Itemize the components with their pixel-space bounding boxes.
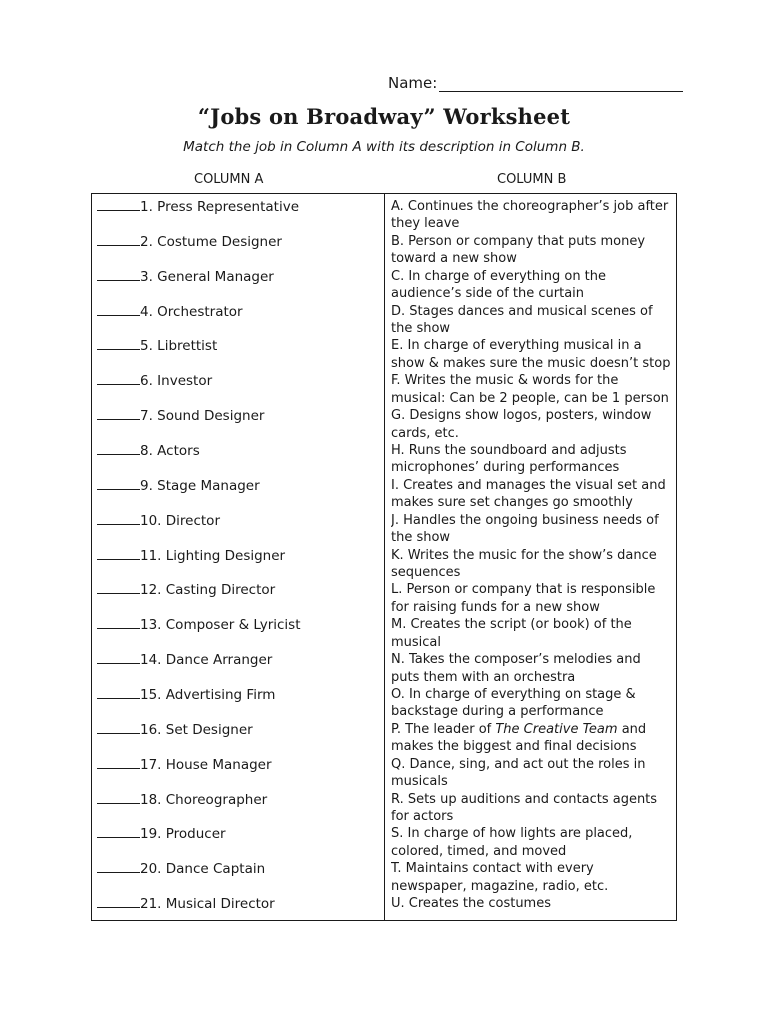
- description-text: J. Handles the ongoing business needs of the show: [391, 512, 659, 546]
- column-b-item: [391, 198, 673, 233]
- column-b-item: [391, 512, 673, 547]
- column-b-item: [391, 337, 673, 372]
- column-b-header: COLUMN B: [497, 172, 567, 187]
- job-label: 1. Press Representative: [140, 199, 300, 215]
- description-text: R. Sets up auditions and contacts agents for actors: [391, 791, 658, 825]
- column-a-item: [97, 477, 377, 512]
- job-label: 2. Costume Designer: [140, 233, 282, 250]
- job-label: 16. Set Designer: [140, 721, 253, 738]
- column-divider: [384, 193, 385, 921]
- description-text: and makes the biggest and final decisions: [391, 721, 647, 755]
- description-text: O. In charge of everything on stage & backstage during a performance: [391, 687, 636, 720]
- job-label: 12. Casting Director: [140, 582, 276, 599]
- column-a-item: [97, 686, 377, 721]
- description-text: F. Writes the music & words for the musical: Can be 2 people, can be 1 person: [391, 373, 669, 406]
- answer-blank[interactable]: [97, 616, 140, 629]
- description-text: G. Designs show logos, posters, window cards, etc.: [391, 408, 652, 441]
- answer-blank[interactable]: [97, 825, 140, 838]
- answer-blank[interactable]: [97, 198, 140, 211]
- column-a-item: [97, 303, 377, 338]
- job-label: 11. Lighting Designer: [140, 547, 286, 564]
- description-text: T. Maintains contact with every newspaper, magazine, radio, etc.: [391, 861, 609, 894]
- column-b-item: [391, 268, 673, 303]
- answer-blank[interactable]: [97, 372, 140, 385]
- worksheet-title: “Jobs on Broadway” Worksheet: [197, 104, 571, 129]
- description-text: E. In charge of everything musical in a show & makes sure the music doesn’t stop: [391, 338, 671, 371]
- answer-blank[interactable]: [97, 686, 140, 699]
- column-b-item: [391, 791, 673, 826]
- job-label: 5. Librettist: [140, 338, 218, 355]
- answer-blank[interactable]: [97, 512, 140, 525]
- job-label: 13. Composer & Lyricist: [140, 617, 301, 634]
- answer-blank[interactable]: [97, 860, 140, 873]
- column-a-header: COLUMN A: [194, 172, 264, 187]
- column-a-item: [97, 756, 377, 791]
- column-a-item: [97, 547, 377, 582]
- column-a-item: [97, 407, 377, 442]
- description-text: D. Stages dances and musical scenes of the show: [391, 303, 653, 336]
- column-b-item: [391, 825, 673, 860]
- column-a-item: [97, 233, 377, 268]
- column-a-item: [97, 581, 377, 616]
- column-b-item: [391, 895, 673, 930]
- job-label: 14. Dance Arranger: [140, 652, 273, 669]
- description-text: S. In charge of how lights are placed, colored, timed, and moved: [391, 826, 633, 859]
- column-b-item: [391, 372, 673, 407]
- column-b-list: [391, 198, 673, 930]
- column-a-item: [97, 337, 377, 372]
- job-label: 18. Choreographer: [140, 791, 268, 808]
- answer-blank[interactable]: [97, 303, 140, 316]
- column-b-item: [391, 651, 673, 686]
- description-text: B. Person or company that puts money toward a new show: [391, 233, 646, 267]
- description-text: M. Creates the script (or book) of the musical: [391, 617, 632, 650]
- description-text: H. Runs the soundboard and adjusts microphones’ during performances: [391, 443, 627, 476]
- column-a-item: [97, 791, 377, 826]
- column-a-list: [97, 198, 377, 930]
- column-b-item: [391, 616, 673, 651]
- column-a-item: [97, 721, 377, 756]
- answer-blank[interactable]: [97, 337, 140, 350]
- answer-blank[interactable]: [97, 268, 140, 281]
- answer-blank[interactable]: [97, 407, 140, 420]
- description-text: I. Creates and manages the visual set and makes sure set changes go smoothly: [391, 477, 666, 511]
- column-a-item: [97, 651, 377, 686]
- job-label: 6. Investor: [140, 373, 213, 390]
- job-label: 7. Sound Designer: [140, 408, 265, 425]
- column-a-item: [97, 198, 377, 233]
- column-a-item: [97, 860, 377, 895]
- column-a-item: [97, 372, 377, 407]
- name-label: Name:: [388, 74, 438, 92]
- column-a-item: [97, 616, 377, 651]
- answer-blank[interactable]: [97, 791, 140, 804]
- description-text: N. Takes the composer’s melodies and puts them with an orchestra: [391, 652, 641, 685]
- column-b-item: [391, 721, 673, 756]
- answer-blank[interactable]: [97, 756, 140, 769]
- description-text: C. In charge of everything on the audience’s side of the curtain: [391, 268, 607, 302]
- column-b-item: [391, 860, 673, 895]
- description-text: K. Writes the music for the show’s dance sequences: [391, 547, 657, 580]
- answer-blank[interactable]: [97, 581, 140, 594]
- name-blank-line[interactable]: [439, 76, 683, 92]
- description-text: A. Continues the choreographer’s job after they leave: [391, 199, 669, 232]
- job-label: 8. Actors: [140, 443, 200, 460]
- column-b-item: [391, 303, 673, 338]
- job-label: 9. Stage Manager: [140, 477, 260, 494]
- job-label: 3. General Manager: [140, 268, 274, 285]
- job-label: 17. House Manager: [140, 756, 272, 773]
- answer-blank[interactable]: [97, 721, 140, 734]
- job-label: 21. Musical Director: [140, 896, 275, 913]
- description-text: P. The leader of: [391, 721, 496, 737]
- description-text: L. Person or company that is responsible for raising funds for a new show: [391, 582, 656, 615]
- column-b-item: [391, 581, 673, 616]
- answer-blank[interactable]: [97, 442, 140, 455]
- answer-blank[interactable]: [97, 477, 140, 490]
- worksheet-instructions: Match the job in Column A with its description in Column B.: [183, 139, 585, 155]
- job-label: 19. Producer: [140, 826, 226, 843]
- column-b-item: [391, 442, 673, 477]
- job-label: 4. Orchestrator: [140, 303, 243, 320]
- column-a-item: [97, 512, 377, 547]
- answer-blank[interactable]: [97, 895, 140, 908]
- column-b-item: [391, 477, 673, 512]
- answer-blank[interactable]: [97, 651, 140, 664]
- column-b-item: [391, 407, 673, 442]
- column-a-item: [97, 268, 377, 303]
- job-label: 15. Advertising Firm: [140, 687, 276, 704]
- description-text: Q. Dance, sing, and act out the roles in musicals: [391, 756, 646, 790]
- job-label: 10. Director: [140, 512, 220, 529]
- column-b-item: [391, 686, 673, 721]
- description-emphasis: The Creative Team: [495, 721, 618, 737]
- answer-blank[interactable]: [97, 233, 140, 246]
- description-text: U. Creates the costumes: [391, 896, 551, 912]
- column-b-item: [391, 756, 673, 791]
- column-b-item: [391, 547, 673, 582]
- column-b-item: [391, 233, 673, 268]
- job-label: 20. Dance Captain: [140, 861, 266, 878]
- column-a-item: [97, 895, 377, 930]
- column-a-item: [97, 442, 377, 477]
- name-field[interactable]: [388, 74, 683, 92]
- column-a-item: [97, 825, 377, 860]
- answer-blank[interactable]: [97, 547, 140, 560]
